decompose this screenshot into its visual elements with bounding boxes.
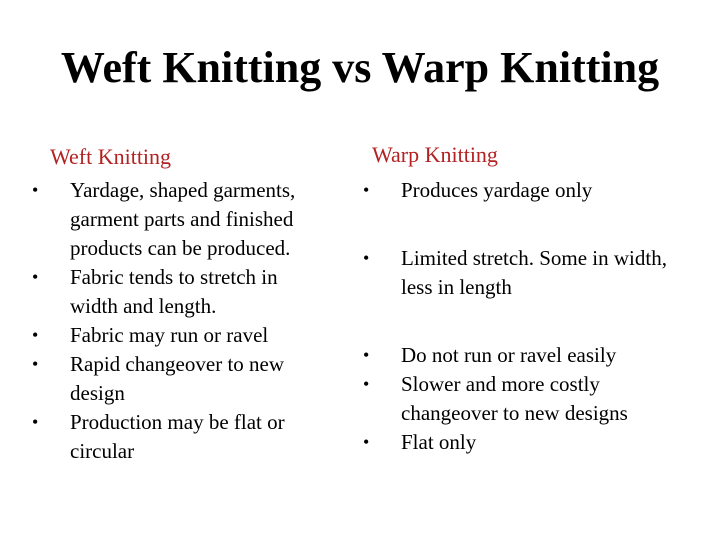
right-column-heading: Warp Knitting bbox=[372, 142, 498, 167]
bullet-icon: • bbox=[363, 345, 370, 365]
list-item-text: Production may be flat or circular bbox=[70, 410, 285, 463]
left-column-heading: Weft Knitting bbox=[50, 144, 172, 169]
bullet-icon: • bbox=[32, 180, 39, 200]
bullet-icon: • bbox=[363, 180, 370, 200]
bullet-icon: • bbox=[32, 325, 39, 345]
list-item-text: Do not run or ravel easily bbox=[401, 343, 617, 367]
bullet-icon: • bbox=[32, 354, 39, 374]
list-item bbox=[30, 408, 330, 466]
list-item-text: Flat only bbox=[401, 430, 477, 454]
bullet-icon: • bbox=[363, 248, 370, 268]
list-item bbox=[361, 176, 681, 205]
list-item bbox=[361, 244, 681, 302]
slide-title: Weft Knitting vs Warp Knitting bbox=[60, 43, 660, 92]
list-item-text: Fabric may run or ravel bbox=[70, 323, 269, 347]
list-item bbox=[361, 370, 681, 428]
left-bullet-list bbox=[30, 176, 330, 466]
list-item bbox=[30, 321, 330, 350]
list-item bbox=[361, 341, 681, 370]
bullet-icon: • bbox=[32, 412, 39, 432]
list-item bbox=[361, 428, 681, 457]
list-item bbox=[30, 176, 330, 263]
list-item-text: Produces yardage only bbox=[401, 178, 593, 202]
list-item bbox=[30, 350, 330, 408]
bullet-icon: • bbox=[32, 267, 39, 287]
list-item-text: Slower and more costly changeover to new designs bbox=[401, 372, 628, 425]
list-item-text: Yardage, shaped garments, garment parts and finished products can be produced. bbox=[70, 178, 296, 260]
list-item-text: Fabric tends to stretch in width and length. bbox=[70, 265, 278, 318]
bullet-icon: • bbox=[363, 432, 370, 452]
bullet-icon: • bbox=[363, 374, 370, 394]
list-item-text: Rapid changeover to new design bbox=[70, 352, 285, 405]
right-bullet-list bbox=[361, 176, 681, 457]
list-item bbox=[30, 263, 330, 321]
list-item-text: Limited stretch. Some in width, less in length bbox=[401, 246, 667, 299]
